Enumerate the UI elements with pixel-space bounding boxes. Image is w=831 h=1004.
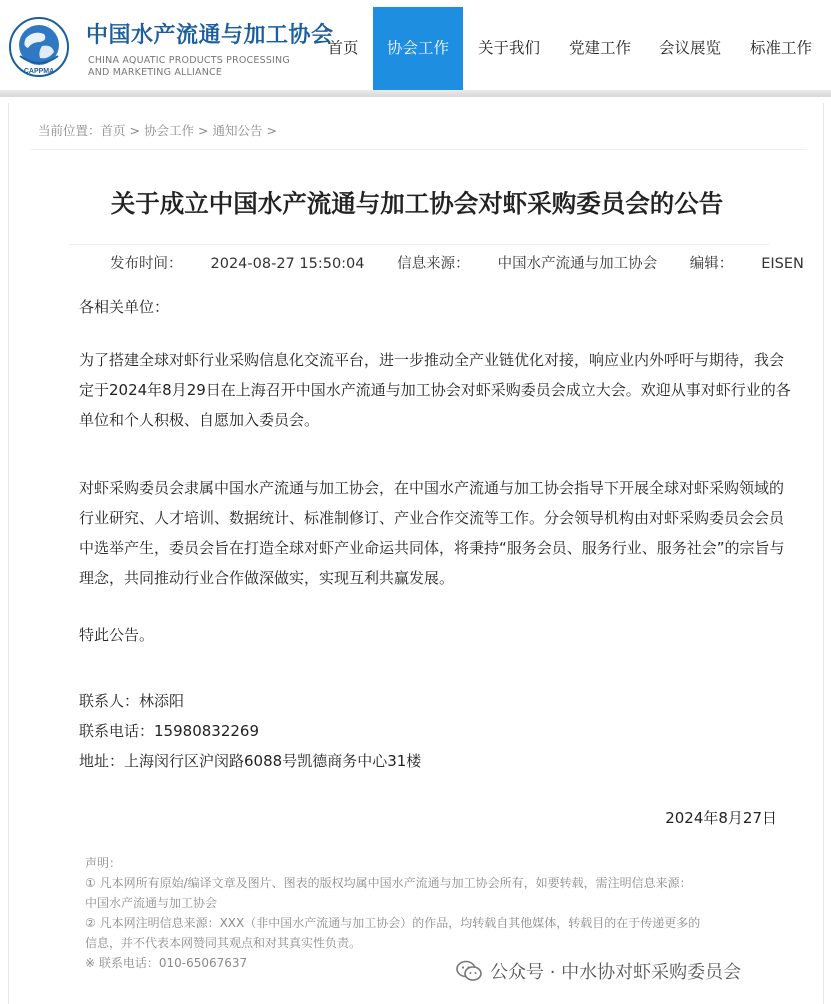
breadcrumb-prefix: 当前位置： (38, 123, 101, 138)
nav-association-work[interactable]: 协会工作 (373, 7, 463, 90)
editor-label: 编辑： (689, 256, 734, 272)
logo-english-line2: AND MARKETING ALLIANCE (88, 67, 223, 78)
article-meta (110, 252, 831, 273)
article-paragraph: 为了搭建全球对虾行业采购信息化交流平台，进一步推动全产业链优化对接，响应业内外呼吁与期待，我会定于2024年8月29日在上海召开中国水产流通与加工协会对虾采购委员会成立大会。欢迎从事对虾行业的各单位和个人积极、自愿加入委员会。 (79, 351, 791, 429)
nav-about-us[interactable]: 关于我们 (477, 39, 540, 57)
wechat-watermark (456, 957, 741, 985)
site-header (0, 0, 831, 90)
wechat-icon (456, 960, 482, 982)
contact-address-value: 上海闵行区沪闵路6088号凯德商务中心31楼 (124, 752, 422, 770)
contact-phone-value: 15980832269 (154, 722, 259, 740)
contact-address-label: 地址： (79, 752, 125, 770)
article-greeting: 各相关单位： (79, 298, 170, 316)
logo-english-line1: CHINA AQUATIC PRODUCTS PROCESSING (88, 55, 290, 66)
main-nav (313, 7, 827, 90)
article-paragraph: 对虾采购委员会隶属中国水产流通与加工协会，在中国水产流通与加工协会指导下开展全球对虾采购领域的行业研究、人才培训、数据统计、标准制修订、产业合作交流等工作。分会领导机构由对虾采购委员会会员中选举产生，委员会旨在打造全球对虾产业命运共同体，将秉持“服务会员、服务行业、服务社会”的宗旨与理念，共同推动行业合作做深做实，实现互利共赢发展。 (79, 479, 785, 587)
contact-person-value: 林添阳 (139, 692, 185, 710)
meta-divider (69, 244, 769, 245)
editor (690, 256, 804, 272)
contact-phone-label: 联系电话： (79, 722, 155, 740)
header-divider (0, 90, 831, 97)
publish-time-value: 2024-08-27 15:50:04 (210, 256, 365, 272)
article-title: 关于成立中国水产流通与加工协会对虾采购委员会的公告 (110, 189, 724, 218)
breadcrumb-divider (31, 149, 807, 150)
breadcrumb-home[interactable]: 首页 (100, 123, 126, 138)
disclaimer-line: 中国水产流通与加工协会 (85, 896, 218, 910)
publish-time (110, 256, 365, 272)
contact-person-label: 联系人： (79, 692, 140, 710)
logo-chinese-name[interactable]: 中国水产流通与加工协会 (86, 23, 334, 48)
publish-time-label: 发布时间： (110, 256, 183, 272)
info-source-value: 中国水产流通与加工协会 (497, 256, 658, 272)
nav-exhibitions[interactable]: 会议展览 (658, 39, 721, 57)
breadcrumb-separator: > (198, 123, 209, 138)
disclaimer (85, 853, 785, 973)
editor-value: EISEN (761, 256, 804, 272)
contact-phone (79, 716, 421, 746)
article-date: 2024年8月27日 (665, 809, 777, 827)
disclaimer-phone: ※ 联系电话：010-65067637 (85, 956, 248, 970)
info-source (397, 256, 657, 272)
breadcrumb (38, 121, 281, 139)
disclaimer-heading: 声明： (85, 856, 122, 870)
content-panel (8, 103, 824, 1004)
info-source-label: 信息来源： (397, 256, 470, 272)
nav-home[interactable]: 首页 (327, 39, 359, 57)
nav-party-building[interactable]: 党建工作 (568, 39, 631, 57)
contact-info (79, 686, 421, 776)
disclaimer-line: ② 凡本网注明信息来源：XXX（非中国水产流通与加工协会）的作品，均转载自其他媒体，转载目的在于传递更多的 (85, 916, 701, 930)
logo-badge-text: CAPPMA (23, 68, 55, 75)
logo-english-name (88, 55, 290, 79)
nav-standards[interactable]: 标准工作 (749, 39, 812, 57)
breadcrumb-separator: > (129, 123, 141, 138)
breadcrumb-notices[interactable]: 通知公告 (212, 123, 263, 138)
breadcrumb-separator: > (266, 123, 278, 138)
globe-logo-icon[interactable] (8, 16, 70, 78)
disclaimer-line: 信息，并不代表本网赞同其观点和对其真实性负责。 (85, 936, 362, 950)
contact-person (79, 686, 421, 716)
breadcrumb-association-work[interactable]: 协会工作 (144, 123, 195, 138)
article-closing: 特此公告。 (79, 626, 155, 644)
watermark-text: 公众号 · 中水协对虾采购委员会 (490, 962, 742, 983)
disclaimer-line: ① 凡本网所有原始/编译文章及图片、图表的版权均属中国水产流通与加工协会所有，如要转载，需注明信息来源： (85, 876, 692, 890)
contact-address (79, 746, 421, 776)
